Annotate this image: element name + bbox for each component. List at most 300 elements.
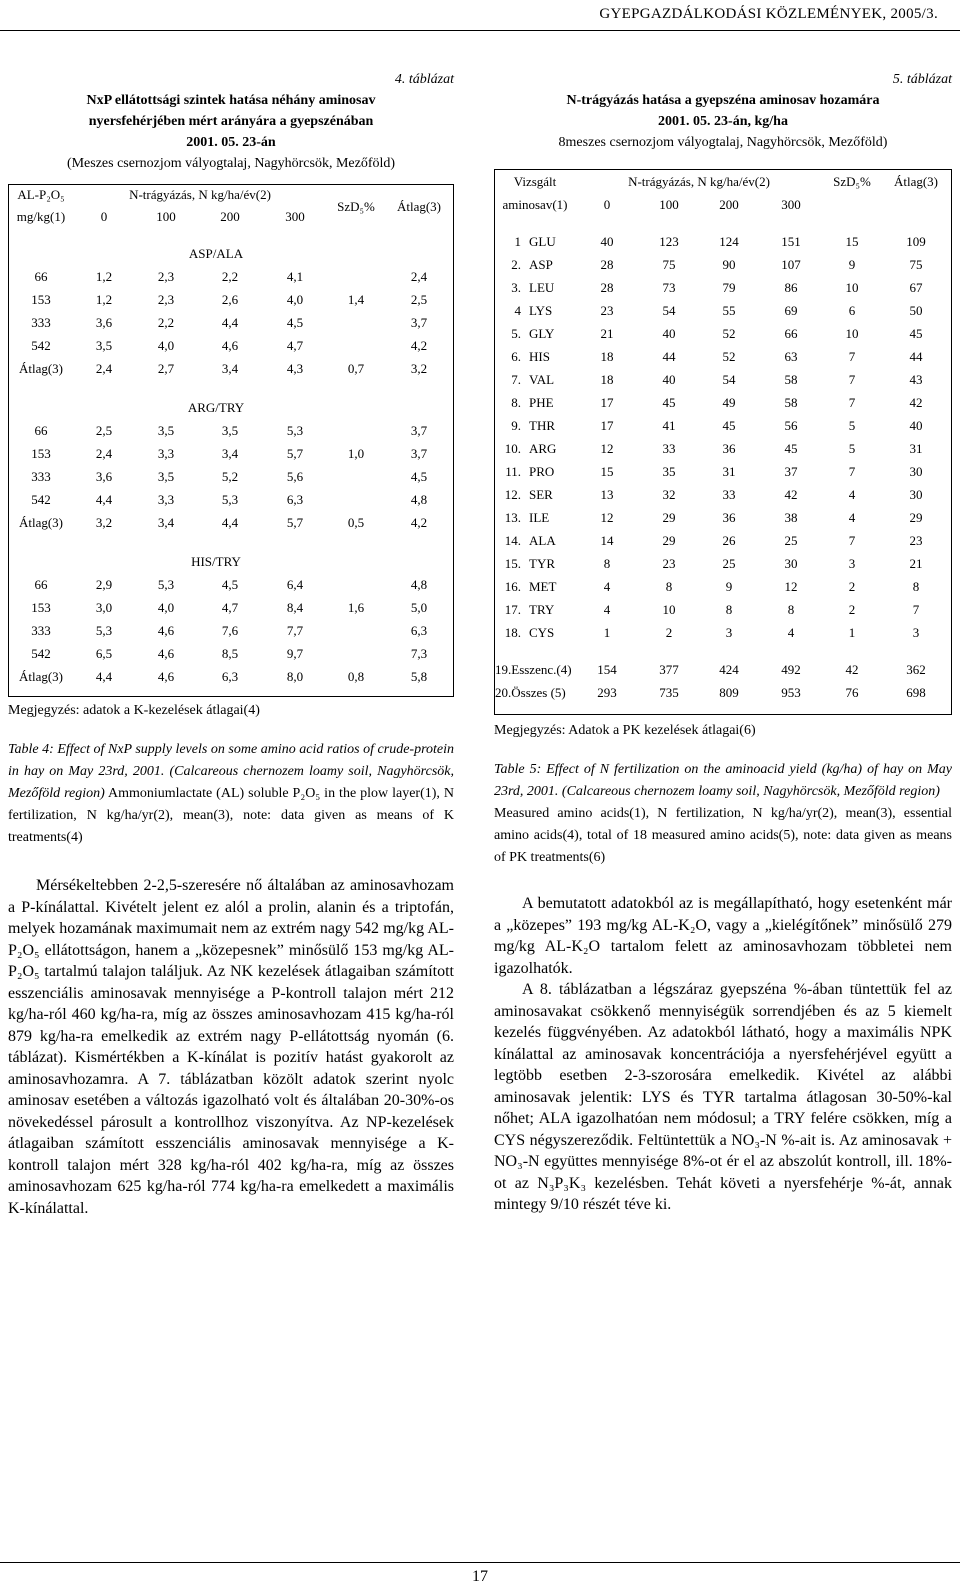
- table5-cell: 5: [848, 417, 856, 433]
- table5-cell: 8: [603, 555, 611, 571]
- table5-cell: 42: [909, 394, 923, 410]
- table5-cell: ASP: [529, 256, 553, 272]
- table5-cell: 41: [662, 417, 676, 433]
- table5-cell: 9.: [511, 417, 521, 433]
- table4-cell: 333: [31, 468, 51, 484]
- table5-cell: CYS: [529, 624, 555, 640]
- table5-cell: 12.: [504, 486, 521, 502]
- table4-header-n: N-trágyázás, N kg/ha/év(2): [129, 187, 271, 202]
- table4-cell: 5,7: [286, 445, 304, 461]
- table5-title-line2: 2001. 05. 23-án, kg/ha: [658, 114, 788, 129]
- table5-cell: 30: [909, 486, 923, 502]
- table4-cell: [327, 465, 385, 488]
- table5-cell: 18.: [504, 624, 521, 640]
- table5-grid: [495, 170, 951, 714]
- table5-total-cell: 953: [781, 684, 801, 700]
- table5-cell: 1: [514, 233, 521, 249]
- table5-cell: 40: [662, 325, 676, 341]
- table4-cell: 542: [31, 645, 51, 661]
- table4-cell: 5,3: [221, 491, 239, 507]
- table5-cell: 33: [722, 486, 736, 502]
- table5-cell: 21: [600, 325, 614, 341]
- table5-cell: 25: [784, 532, 798, 548]
- table5-cell: 26: [722, 532, 736, 548]
- table4-cell: 4,5: [286, 314, 304, 330]
- table4-cell: 2,4: [95, 445, 113, 461]
- page-header: [0, 0, 960, 35]
- table5-caption: [494, 90, 952, 153]
- table5-cell: HIS: [529, 348, 550, 364]
- table4-header-level: 0: [100, 208, 108, 224]
- right-column: [494, 72, 952, 1216]
- table4-cell: 66: [34, 268, 48, 284]
- table5-cell: PRO: [529, 463, 555, 479]
- table5-cell: 7: [848, 394, 856, 410]
- table5-cell: 2: [848, 578, 856, 594]
- table5-cell: 10: [845, 279, 859, 295]
- table4-cell: 7,3: [410, 645, 428, 661]
- table4-cell: 4,6: [157, 645, 175, 661]
- table4-cell: 3,2: [95, 514, 113, 530]
- table4-cell: 3,5: [157, 422, 175, 438]
- table5-total-cell: 735: [659, 684, 679, 700]
- table4-cell: 4,6: [157, 668, 175, 684]
- table4-cell: 4,4: [221, 314, 239, 330]
- table5-cell: 45: [784, 440, 798, 456]
- table5-cell: 23: [662, 555, 676, 571]
- table5-cell: 58: [784, 394, 798, 410]
- table5-header-level: 300: [781, 196, 801, 212]
- table5-cell: ARG: [529, 440, 557, 456]
- table4-cell: 3,5: [95, 337, 113, 353]
- table4-cell: 542: [31, 337, 51, 353]
- table5-cell: 8: [725, 601, 733, 617]
- table5-total-cell: 362: [906, 661, 926, 677]
- table4-section-heading: ARG/TRY: [187, 399, 245, 415]
- table5-cell: 31: [722, 463, 736, 479]
- table4-cell: 4,7: [286, 337, 304, 353]
- table5-cell: 54: [662, 302, 676, 318]
- table5-cell: 4: [848, 486, 856, 502]
- table4-row: [9, 311, 453, 334]
- table4-cell: 4,6: [221, 337, 239, 353]
- left-column: [8, 72, 454, 1219]
- header-rule: [0, 30, 960, 31]
- table5-cell: 55: [722, 302, 736, 318]
- table5-total-row: [495, 658, 951, 681]
- table5-cell: 79: [722, 279, 736, 295]
- table5-cell: 43: [909, 371, 923, 387]
- table5-cell: VAL: [529, 371, 555, 387]
- table5-cell: 1: [848, 624, 856, 640]
- table5-cell: 2: [848, 601, 856, 617]
- table5-row: [495, 437, 951, 460]
- table4-header-level: 300: [285, 208, 305, 224]
- table4-label: 4. táblázat: [394, 72, 454, 87]
- table5-cell: 10: [845, 325, 859, 341]
- table4-title-line3: 2001. 05. 23-án: [186, 135, 276, 150]
- table5-cell: 7: [848, 532, 856, 548]
- table4-row: [9, 573, 453, 596]
- table4-cell: 6,5: [95, 645, 113, 661]
- table4-cell: 6,3: [286, 491, 304, 507]
- table4-header-szd: SzD₅%: [337, 198, 375, 214]
- table5-cell: 3: [912, 624, 920, 640]
- table5-cell: ALA: [529, 532, 556, 548]
- table5-cell: LYS: [529, 302, 553, 318]
- table4-cell: 5,2: [221, 468, 239, 484]
- table5-cell: 4: [787, 624, 795, 640]
- table5-cell: 10: [662, 601, 676, 617]
- table4-cell: 8,0: [286, 668, 304, 684]
- table5-cell: 40: [662, 371, 676, 387]
- table5-cell: 42: [784, 486, 798, 502]
- table4-cell: 66: [34, 576, 48, 592]
- table5-cell: TYR: [529, 555, 555, 571]
- table5-cell: 124: [719, 233, 739, 249]
- table5-header-level: 200: [719, 196, 739, 212]
- table4-cell: [327, 311, 385, 334]
- table5-cell: 7.: [511, 371, 521, 387]
- table5-cell: 36: [722, 509, 736, 525]
- table4-row: [9, 334, 453, 357]
- table5-cell: 7: [912, 601, 920, 617]
- table4-cell: 5,3: [95, 622, 113, 638]
- table4-cell: Átlag(3): [18, 668, 64, 684]
- table5-cell: 15: [600, 463, 614, 479]
- table4-section-heading: HIS/TRY: [191, 553, 241, 569]
- table5-cell: 25: [722, 555, 736, 571]
- table5-cell: 4: [848, 509, 856, 525]
- table5-cell: 58: [784, 371, 798, 387]
- table4-cell: 4,0: [286, 291, 304, 307]
- table5-row: [495, 230, 951, 253]
- table4-row: [9, 511, 453, 534]
- table5-cell: 12: [600, 440, 614, 456]
- table5-cell: 4: [514, 302, 521, 318]
- table4-cell: 3,3: [157, 445, 175, 461]
- table4-header-level: 100: [156, 208, 176, 224]
- table4-caption: [8, 90, 454, 174]
- table5-cell: 14: [600, 532, 614, 548]
- table5-cell: 54: [722, 371, 736, 387]
- table4-cell: 0,5: [347, 514, 365, 530]
- table5-cell: TRY: [529, 601, 555, 617]
- table4-cell: 4,0: [157, 599, 175, 615]
- table5-cell: 17: [600, 417, 614, 433]
- table4-cell: 3,0: [95, 599, 113, 615]
- table5-cell: 15: [845, 233, 859, 249]
- table5-cell: 36: [722, 440, 736, 456]
- table4-cell: 4,5: [410, 468, 428, 484]
- table4-cell: [327, 334, 385, 357]
- table5-total-cell: 293: [597, 684, 617, 700]
- table4-cell: 9,7: [286, 645, 304, 661]
- table5-cell: 29: [662, 509, 676, 525]
- table4-cell: 2,3: [157, 291, 175, 307]
- table4-row: [9, 619, 453, 642]
- table5-english-caption: [494, 759, 952, 869]
- table4-cell: 6,4: [286, 576, 304, 592]
- table5-row: [495, 414, 951, 437]
- table5-header-n: N-trágyázás, N kg/ha/év(2): [628, 173, 770, 189]
- table5-cell: 23: [600, 302, 614, 318]
- table4-row: [9, 596, 453, 619]
- journal-title: GYEPGAZDÁLKODÁSI KÖZLEMÉNYEK, 2005/3.: [599, 6, 938, 22]
- table4-row: [9, 465, 453, 488]
- table5-cell: 4: [603, 578, 611, 594]
- table5-total-cell: 154: [597, 661, 617, 677]
- table4-cell: 5,0: [410, 599, 428, 615]
- table5-cell: 8.: [511, 394, 521, 410]
- table4-cell: 3,7: [410, 422, 428, 438]
- table5-cell: 14.: [504, 532, 521, 548]
- table5-cell: 40: [909, 417, 923, 433]
- table5-cell: 29: [662, 532, 676, 548]
- table4-header-al: AL-P₂O₅: [17, 187, 65, 202]
- table4-cell: 542: [31, 491, 51, 507]
- table5-cell: 10.: [504, 440, 521, 456]
- table4-cell: 4,2: [410, 337, 428, 353]
- table5-cell: 7: [848, 371, 856, 387]
- table5-row: [495, 322, 951, 345]
- table4-cell: 4,3: [286, 360, 304, 376]
- table5-cell: 40: [600, 233, 614, 249]
- table4-cell: 7,7: [286, 622, 304, 638]
- table4-cell: 2,5: [95, 422, 113, 438]
- table5-cell: 45: [722, 417, 736, 433]
- table5-row: [495, 345, 951, 368]
- table4-cell: 0,8: [347, 668, 365, 684]
- table5-cell: 8: [787, 601, 795, 617]
- table5-header-vizsgalt: Vizsgált: [513, 173, 557, 189]
- table5-cell: 151: [781, 233, 801, 249]
- table4-cell: 3,4: [221, 445, 239, 461]
- table5-cell: 3: [848, 555, 856, 571]
- table5-cell: 29: [909, 509, 923, 525]
- table5-cell: 56: [784, 417, 798, 433]
- table5-row: [495, 483, 951, 506]
- table5-cell: 45: [662, 394, 676, 410]
- table5-total-row: [495, 681, 951, 704]
- table5-cell: 23: [909, 532, 923, 548]
- table5-cell: 63: [784, 348, 798, 364]
- table5-row: [495, 529, 951, 552]
- table5-cell: 17.: [504, 601, 521, 617]
- table4-cell: 4,2: [410, 514, 428, 530]
- table4-cell: 7,6: [221, 622, 239, 638]
- table5-cell: 2: [665, 624, 673, 640]
- table5-cell: 28: [600, 279, 614, 295]
- table5-cell: 28: [600, 256, 614, 272]
- table4-cell: 3,7: [410, 314, 428, 330]
- table4-row: [9, 265, 453, 288]
- table5-total-cell: 809: [719, 684, 739, 700]
- table4-cell: 4,6: [157, 622, 175, 638]
- table4-cell: 153: [31, 445, 51, 461]
- table4-cell: 5,3: [286, 422, 304, 438]
- table4-cell: 2,7: [157, 360, 175, 376]
- table4-cell: [327, 488, 385, 511]
- table4-note: Megjegyzés: adatok a K-kezelések átlagai(4): [8, 703, 260, 718]
- table4-cell: 4,0: [157, 337, 175, 353]
- table5-cell: 18: [600, 348, 614, 364]
- table5-cell: LEU: [529, 279, 555, 295]
- table4-row: [9, 488, 453, 511]
- table5-cell: 4: [603, 601, 611, 617]
- table4-title-line1: NxP ellátottsági szintek hatása néhány aminosav: [86, 93, 376, 108]
- table5-english-legend: Measured amino acids(1), N fertilization, N kg/ha/yr(2), mean(3), essential amino acids(4), total of 18 measured amino acids(5), note: data given as means of PK treatments(6): [494, 806, 952, 865]
- table5-row: [495, 276, 951, 299]
- table5-cell: 7: [848, 463, 856, 479]
- table5-cell: 52: [722, 325, 736, 341]
- table5-total-cell: 76: [845, 684, 859, 700]
- table5-cell: THR: [529, 417, 555, 433]
- table5-cell: 9: [725, 578, 733, 594]
- table5-cell: 73: [662, 279, 676, 295]
- table5-cell: 67: [909, 279, 923, 295]
- table4-cell: 3,7: [410, 445, 428, 461]
- table4-cell: 4,8: [410, 491, 428, 507]
- table4-row: [9, 419, 453, 442]
- table5-cell: 13: [600, 486, 614, 502]
- table4-cell: 3,4: [157, 514, 175, 530]
- table5-title-line1: N-trágyázás hatása a gyepszéna aminosav hozamára: [566, 93, 880, 108]
- table4-cell: 1,4: [347, 291, 365, 307]
- table5-cell: GLU: [529, 233, 556, 249]
- table5-cell: 35: [662, 463, 676, 479]
- table4-cell: 5,8: [410, 668, 428, 684]
- table4-cell: 3,6: [95, 468, 113, 484]
- table4-cell: 8,5: [221, 645, 239, 661]
- table5-row: [495, 368, 951, 391]
- table5-total-cell: 698: [906, 684, 926, 700]
- table4-cell: Átlag(3): [18, 360, 64, 376]
- table4-cell: 333: [31, 314, 51, 330]
- table5-cell: 50: [909, 302, 923, 318]
- table4-cell: 2,4: [95, 360, 113, 376]
- table5-cell: 49: [722, 394, 736, 410]
- table5-cell: 3.: [511, 279, 521, 295]
- table5-row: [495, 391, 951, 414]
- table5-cell: SER: [529, 486, 553, 502]
- table5-total-cell: 492: [781, 661, 801, 677]
- table5-cell: 30: [784, 555, 798, 571]
- table5-cell: 6.: [511, 348, 521, 364]
- table4-row: [9, 288, 453, 311]
- table4-row: [9, 442, 453, 465]
- table5-cell: 12: [784, 578, 798, 594]
- table5-cell: 2.: [511, 256, 521, 272]
- table4: [8, 184, 454, 697]
- table5-header-level: 0: [603, 196, 611, 212]
- table5-cell: 5.: [511, 325, 521, 341]
- table5-row: [495, 621, 951, 644]
- table5-note: Megjegyzés: Adatok a PK kezelések átlagai(6): [494, 723, 756, 738]
- table4-header-level: 200: [220, 208, 240, 224]
- table4-cell: 1,2: [95, 268, 113, 284]
- table4-cell: [327, 642, 385, 665]
- table5-cell: 21: [909, 555, 923, 571]
- table5-header-level: 100: [659, 196, 679, 212]
- table4-row: [9, 357, 453, 380]
- table5: [494, 169, 952, 715]
- table5-cell: 9: [848, 256, 856, 272]
- table4-cell: 4,4: [221, 514, 239, 530]
- table4-cell: 3,2: [410, 360, 428, 376]
- table5-header-atlag: Átlag(3): [893, 173, 939, 189]
- table5-english-title: Table 5: Effect of N fertilization on the aminoacid yield (kg/ha) of hay on May 23rd, 2001. (Calcareous chernozem loamy soil, Nagyhörcsök, Mezőföld region): [494, 762, 952, 799]
- table5-total-cell: 19.Esszenc.(4): [495, 661, 572, 677]
- table4-cell: 3,4: [221, 360, 239, 376]
- page-footer: [0, 1568, 960, 1586]
- table5-cell: GLY: [529, 325, 555, 341]
- table5-cell: 18: [600, 371, 614, 387]
- table4-cell: 2,6: [221, 291, 239, 307]
- table5-cell: 123: [659, 233, 679, 249]
- table5-cell: MET: [529, 578, 557, 594]
- table4-cell: 153: [31, 291, 51, 307]
- table4-cell: 0,7: [347, 360, 365, 376]
- table4-section-heading: ASP/ALA: [188, 245, 244, 261]
- table5-cell: 31: [909, 440, 923, 456]
- table5-header-aminosav: aminosav(1): [502, 196, 568, 212]
- table4-cell: [327, 265, 385, 288]
- table4-cell: [327, 573, 385, 596]
- table4-cell: 2,4: [410, 268, 428, 284]
- table5-cell: 66: [784, 325, 798, 341]
- table5-cell: 38: [784, 509, 798, 525]
- table5-row: [495, 253, 951, 276]
- table5-cell: 75: [662, 256, 676, 272]
- table4-english-title: Table 4: Effect of NxP supply levels on some amino acid ratios of crude-protein in hay on May 23rd, 2001. (Calcareous chernozem loamy soil, Nagyhörcsök, Mezőföld region): [8, 742, 454, 801]
- table5-cell: 8: [912, 578, 920, 594]
- table5-cell: 45: [909, 325, 923, 341]
- table5-total-cell: 20.Összes (5): [495, 684, 566, 700]
- table4-cell: 1,0: [347, 445, 365, 461]
- table4-cell: 1,2: [95, 291, 113, 307]
- table4-cell: 1,6: [347, 599, 365, 615]
- table4-cell: 3,3: [157, 491, 175, 507]
- table5-cell: 8: [665, 578, 673, 594]
- table4-english-caption: [8, 739, 454, 849]
- table5-cell: 16.: [504, 578, 521, 594]
- table4-cell: 2,9: [95, 576, 113, 592]
- table4-cell: 66: [34, 422, 48, 438]
- table4-grid: [9, 185, 453, 696]
- table5-cell: 6: [848, 302, 856, 318]
- table4-title-line2: nyersfehérjében mért arányára a gyepszénában: [88, 114, 374, 129]
- table4-cell: 5,6: [286, 468, 304, 484]
- right-body-paragraph-1: A bemutatott adatokból az is megállapítható, hogy esetenként már a „közepes” 193 mg/kg AL-K₂O, vagy a „kielégítőnek” minősülő 279 mg/kg AL-K₂O tartalom felett az aminosavhozam többletei nem igazolhatók.: [494, 895, 952, 977]
- table4-cell: 4,7: [221, 599, 239, 615]
- table5-cell: 69: [784, 302, 798, 318]
- table5-cell: 5: [848, 440, 856, 456]
- table4-cell: 4,5: [221, 576, 239, 592]
- table5-label: 5. táblázat: [892, 72, 952, 87]
- left-body-text: Mérsékeltebben 2-2,5-szeresére nő általában az aminosavhozam a P-kínálattal. Kivételt jelent ez alól a prolin, alanin és a triptofán, melyek hozamának maximumait nem az extrém nagy 542 mg/kg AL-P₂O₅ ellátottságon, hanem a „közepesnek” minősülő 153 mg/kg AL-P₂O₅ tartalmú talajon találjuk. Az NK kezelések átlagaiban számított esszenciális aminosavak mennyisége a P-kontroll talajon mért 212 kg/ha-ról 460 kg/ha-ra, míg az összes aminosavhozam 415 kg/ha-ról 879 kg/ha-ra emelkedik az extrém nagy P-ellátottság nyomán (6. táblázat). Kismértékben a K-kínálat is pozitív hatást gyakorolt az aminosavhozamra. A 7. táblázatban közölt adatok szerint nyolc aminosav esetében a változás igazolható volt és általában 20-30%-os növekedéssel párosult a kontrollhoz viszonyítva. Az NP-kezelések átlagaiban számított esszenciális aminosavak mennyisége a K-kontroll talajon mért 328 kg/ha-ról 402 kg/ha-ra, míg az összes aminosavhozam 625 kg/ha-ról 774 kg/ha-ra emelkedett a maximális K-kínálattal.: [8, 877, 454, 1217]
- table4-cell: 2,2: [157, 314, 175, 330]
- table5-row: [495, 299, 951, 322]
- table4-cell: Átlag(3): [18, 514, 64, 530]
- table5-cell: 13.: [504, 509, 521, 525]
- table4-cell: [327, 419, 385, 442]
- table4-cell: 4,1: [286, 268, 304, 284]
- table5-row: [495, 506, 951, 529]
- page-number: 17: [472, 1568, 488, 1585]
- table4-cell: 153: [31, 599, 51, 615]
- table4-row: [9, 665, 453, 688]
